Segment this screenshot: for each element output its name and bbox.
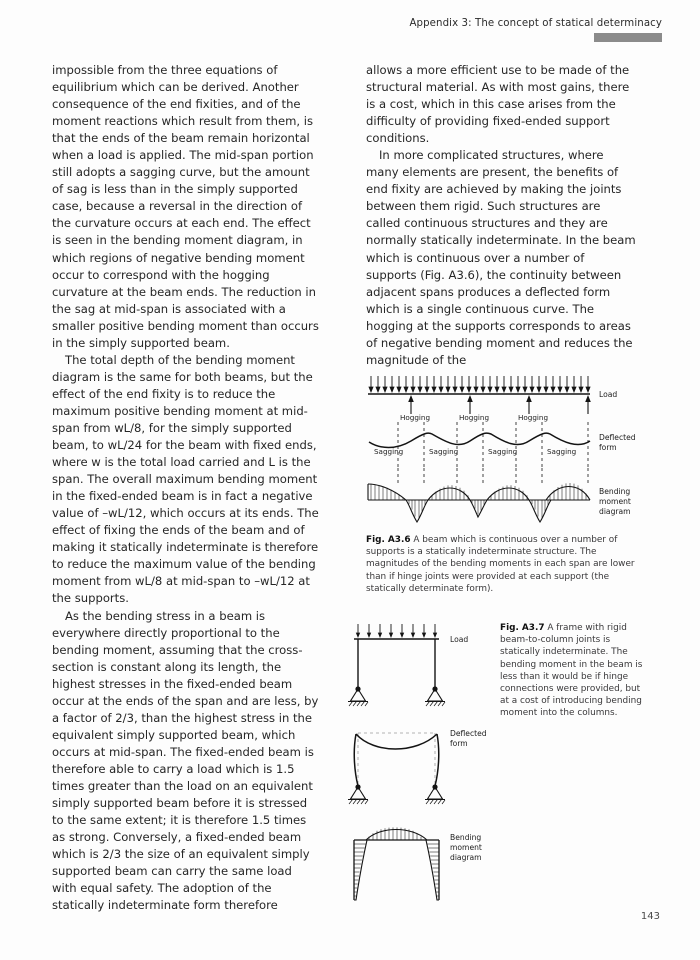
body-column-right [366,62,638,369]
paragraph: In more complicated structures, where many elements are present, the benefits of end fixity are achieved by making the joints between them rigid. Such structures are called continuous structures and they are normally statically indeterminate. In the beam which is continuous over a number of supports (Fig. A3.6), the continuity between adjacent spans produces a deflected form which is a single continuous curve. The hogging at the supports corresponds to areas of negative bending moment and reduces the magnitude of the [366,148,636,367]
page-number: 143 [640,911,660,922]
fig36-label-bending-1: Bending [599,487,631,496]
fig36-label-load: Load [599,390,618,399]
paragraph: As the bending stress in a beam is everywhere directly proportional to the bending moment, assuming that the cross-section is constant along its length, the highest stresses in the fixed-ended beam occur at the ends of the span and are less, by a factor of 2/3, than the highest stress in the equivalent simply supported beam, which occurs at mid-span. The fixed-ended beam is therefore able to carry a load which is 1.5 times greater than the load on an equivalent simply supported beam before it is stressed to the same extent; it is therefore 1.5 times as strong. Conversely, a fixed-ended beam which is 2/3 the size of an equivalent simply supported beam can carry the same load with equal safety. The adoption of the statically indeterminate form therefore [52,608,319,913]
fig36-label-sagging: Sagging [374,447,404,456]
figure-a36-number: Fig. A3.6 [366,535,411,545]
fig36-label-hogging: Hogging [518,413,549,422]
fig36-label-hogging: Hogging [459,413,490,422]
fig36-label-deflected-2: form [599,443,617,452]
fig36-label-sagging: Sagging [488,447,518,456]
paragraph: The total depth of the bending moment diagram is the same for both beams, but the effect of the end fixity is to reduce the maximum positive bending moment at mid-span from wL/8, for the simply supported beam, to wL/24 for the beam with fixed ends, where w is the total load carried and L is the span. The overall maximum bending moment in the fixed-ended beam is in fact a negative value of –wL/12, which occurs at its ends. The effect of fixing the ends of the beam and of making it statically indeterminate is therefore to reduce the maximum value of the bending moment from wL/8 at mid-span to –wL/12 at the supports. [52,352,319,606]
figure-a37-number: Fig. A3.7 [500,623,545,633]
figure-a37-caption [500,622,648,720]
body-column-left [52,62,320,914]
figure-a36-caption-text: A beam which is continuous over a number of supports is a statically indeterminate structure. The magnitudes of the bending moments in each span are lower than if hinge joints were provided at each support (the statically determinate form). [366,535,635,594]
fig37-label-bending-1: Bending [450,833,482,842]
figure-a36-caption [366,534,638,595]
running-head: Appendix 3: The concept of statical determinacy [409,18,662,29]
paragraph: impossible from the three equations of equilibrium which can be derived. Another consequence of the end fixities, and of the moment reactions which result from them, is that the ends of the beam remain horizontal when a load is applied. The mid-span portion still adopts a sagging curve, but the amount of sag is less than in the simply supported case, because a reversal in the direction of the curvature occurs at each end. The effect is seen in the bending moment diagram, in which regions of negative bending moment occur to correspond with the hogging curvature at the beam ends. The reduction in the sag at mid-span is associated with a smaller positive bending moment than occurs in the simply supported beam. [52,63,319,350]
fig36-label-hogging: Hogging [400,413,431,422]
fig37-label-bending-2: moment [450,843,482,852]
fig37-label-deflected-1: Deflected [450,729,487,738]
fig37-label-load: Load [450,635,469,644]
fig36-label-deflected-1: Deflected [599,433,636,442]
paragraph: allows a more efficient use to be made of the structural material. As with most gains, there is a cost, which in this case arises from the difficulty of providing fixed-ended support conditions. [366,63,630,146]
fig36-label-sagging: Sagging [547,447,577,456]
figure-a37-diagram [336,618,496,910]
fig36-label-bending-3: diagram [599,507,631,516]
figure-a37-caption-text: A frame with rigid beam-to-column joints is statically indeterminate. The bending moment in the beam is less than it would be if hinge connections were provided, but at a cost of introducing bending moment into the columns. [500,623,643,719]
figure-a36-diagram [366,372,656,522]
fig37-label-bending-3: diagram [450,853,482,862]
fig36-label-bending-2: moment [599,497,631,506]
header-rule-bar [594,33,662,42]
fig36-label-sagging: Sagging [429,447,459,456]
fig37-label-deflected-2: form [450,739,468,748]
